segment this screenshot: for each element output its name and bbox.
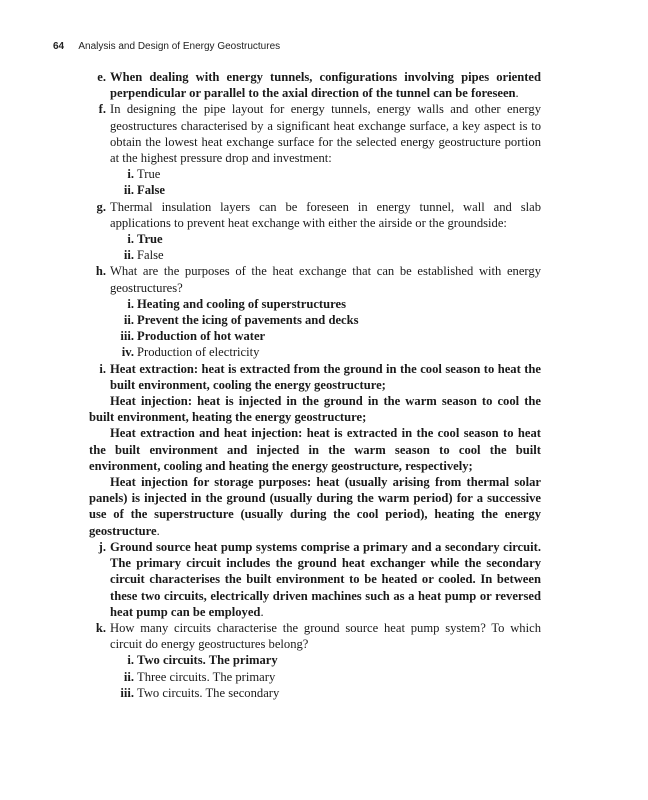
question-j-text: Ground source heat pump systems comprise a primary and a secondary circuit. The primary circuit includes the ground heat exchanger while the secondary circuit characterises the built environment to be heated or cooled. In between these two circuits, electrically driven machines such as a heat pump or reversed heat pump can be employed (110, 539, 541, 619)
question-f-text: In designing the pipe layout for energy tunnels, energy walls and other energy geostructures characterised by a significant heat exchange surface, a key aspect is to obtain the lowest heat exchange surface for the selected energy geostructure portion at the highest pressure drop and investment: (110, 102, 541, 166)
option: iii. Production of hot water (120, 329, 266, 344)
option: ii. Prevent the icing of pavements and decks (123, 313, 359, 328)
answer-paragraph: Heat extraction and heat injection: heat is extracted in the cool season to heat the built environment and injected in the warm season to cool the built environment, cooling and heating the energy geostructure, respectively; (89, 426, 541, 473)
option: i. Heating and cooling of superstructures (127, 296, 346, 311)
option: i. True (127, 232, 163, 247)
answer-paragraph: Heat injection: heat is injected in the ground in the warm season to cool the built environment, heating the energy geostructure; (89, 394, 541, 425)
option: iv. Production of electricity (121, 345, 260, 360)
question-list (89, 69, 541, 701)
question-i: i. Heat extraction: heat is extracted from the ground in the cool season to heat the built environment, cooling the energy geostructure; Heat injection: heat is injected in the ground in the warm season to cool the built environment, heating the energy geostructure; Heat extraction and heat injection: heat is extracted in the cool season to heat the built environment and injected in the warm season to cool the built environment, cooling and heating the energy geostructure, respectively; Heat injection for storage purposes: heat (usually arising from thermal solar panels) is injected in the ground (usually during the warm period) for a successive use of the superstructure (usually during the cool period), heating the energy geostructure. (89, 361, 541, 538)
question-g-text: Thermal insulation layers can be foreseen in energy tunnel, wall and slab applications to prevent heat exchange with either the airside or the groundside: (110, 199, 541, 230)
option: i. True (127, 167, 161, 182)
option: ii. False (123, 183, 165, 198)
question-g: g. Thermal insulation layers can be foreseen in energy tunnel, wall and slab applications to prevent heat exchange with either the airside or the groundside: i. True ii. False (96, 199, 541, 263)
option: ii. False (123, 248, 164, 263)
option: ii. Three circuits. The primary (123, 669, 276, 684)
page-number: 64 (53, 41, 65, 52)
question-f: f. In designing the pipe layout for energy tunnels, energy walls and other energy geostructures characterised by a significant heat exchange surface, a key aspect is to obtain the lowest heat exchange surface for the selected energy geostructure portion at the highest pressure drop and investment: i. True ii. False (98, 102, 541, 198)
question-j: j. Ground source heat pump systems comprise a primary and a secondary circuit. The primary circuit includes the ground heat exchanger while the secondary circuit characterises the built environment to be heated or cooled. In between these two circuits, electrically driven machines such as a heat pump or reversed heat pump can be employed. (98, 539, 541, 619)
question-k: k. How many circuits characterise the ground source heat pump system? To which circuit do energy geostructures belong? i. Two circuits. The primary ii. Three circuits. The primary iii. Two circuits. The secondary (95, 620, 541, 700)
question-h-text: What are the purposes of the heat exchange that can be established with energy geostructures? (110, 264, 541, 295)
question-h: h. What are the purposes of the heat exchange that can be established with energy geostructures? i. Heating and cooling of superstructures ii. Prevent the icing of pavements and decks iii. Production of hot water iv. Production of electricity (95, 264, 541, 360)
option: iii. Two circuits. The secondary (120, 685, 280, 700)
running-header (53, 41, 280, 52)
question-e-text: When dealing with energy tunnels, configurations involving pipes oriented perpendicular or parallel to the axial direction of the tunnel can be foreseen (110, 70, 541, 101)
answer-paragraph: Heat extraction: heat is extracted from the ground in the cool season to heat the built environment, cooling the energy geostructure; (110, 361, 541, 392)
answer-paragraph: Heat injection for storage purposes: heat (usually arising from thermal solar panels) is injected in the ground (usually during the warm period) for a successive use of the superstructure (usually during the cool period), heating the energy geostructure. (89, 475, 541, 538)
question-k-text: How many circuits characterise the ground source heat pump system? To which circuit do energy geostructures belong? (110, 620, 541, 652)
running-title: Analysis and Design of Energy Geostructures (78, 41, 281, 52)
question-e: e. When dealing with energy tunnels, configurations involving pipes oriented perpendicular or parallel to the axial direction of the tunnel can be foreseen. (97, 70, 541, 101)
option: i. Two circuits. The primary (127, 653, 278, 668)
